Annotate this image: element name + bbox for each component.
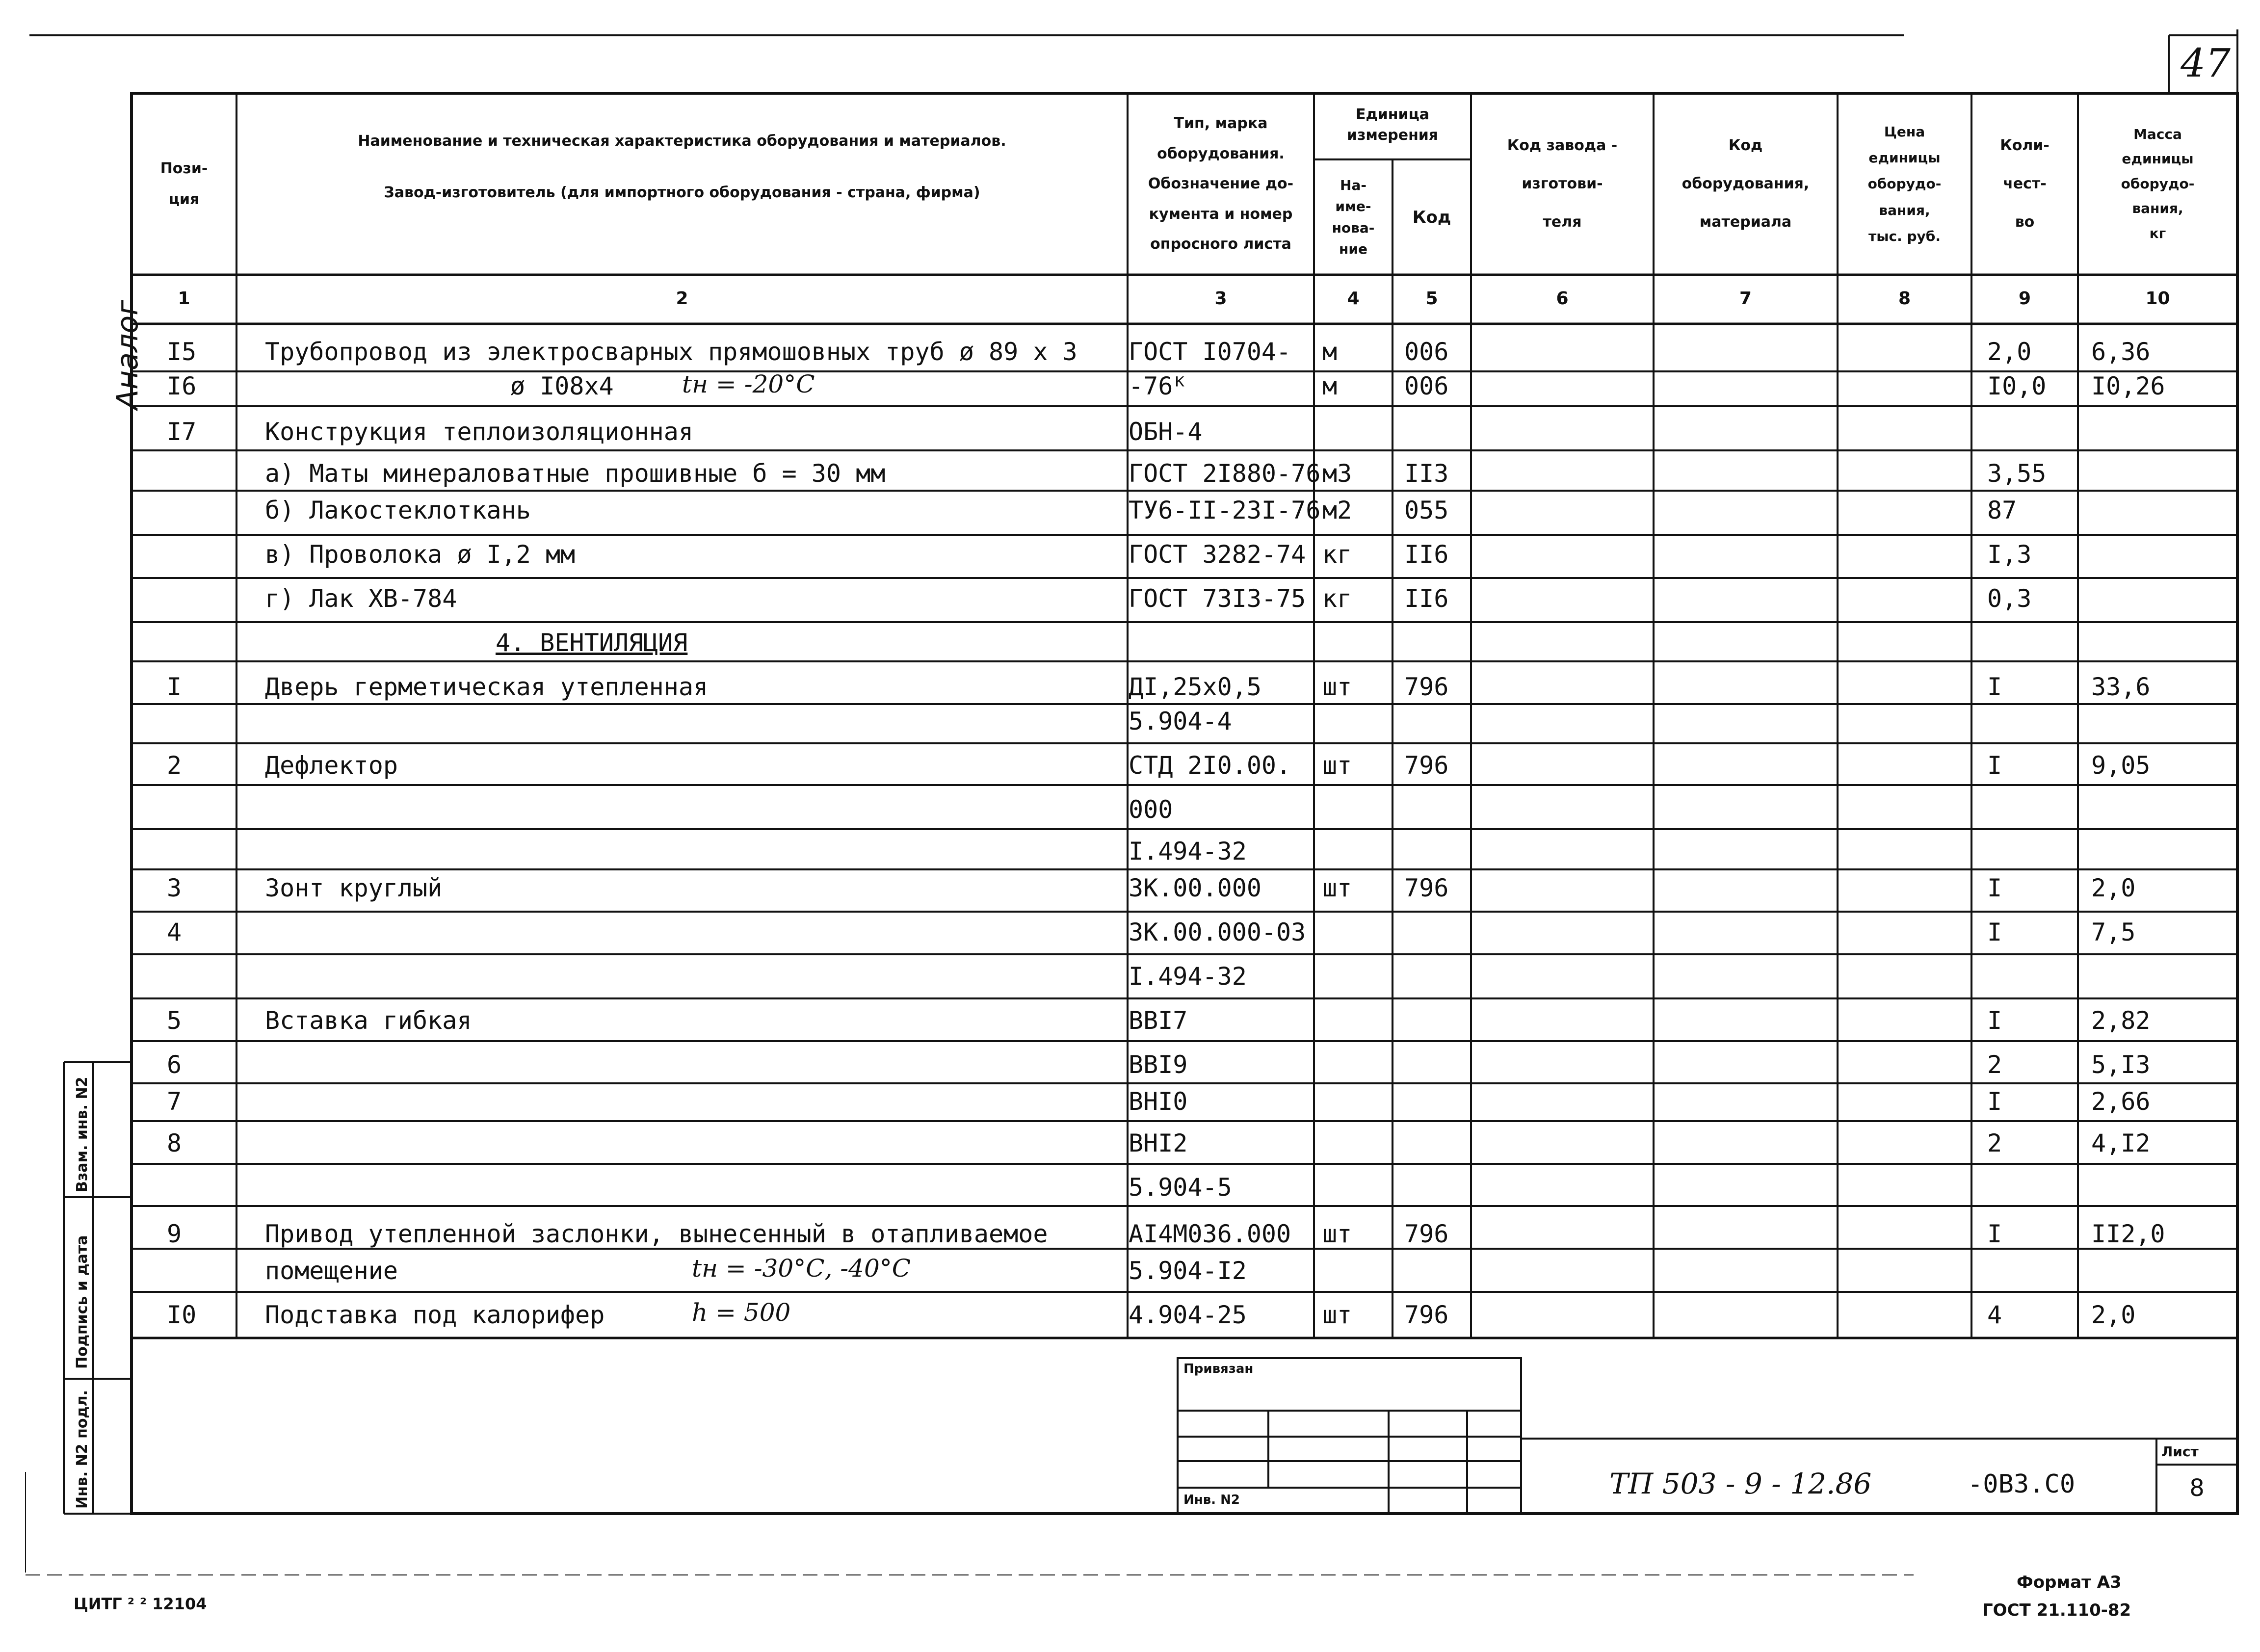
side-label-handwritten: Аналог — [110, 300, 145, 410]
header-mass: Масса единицы оборудо- вания, кг — [2121, 126, 2195, 241]
column-number: 1 — [178, 288, 190, 309]
table-cell-quantity: I,3 — [1987, 540, 2032, 569]
side-label-inv-podl: Инв. N2 подл. — [74, 1390, 91, 1509]
table-cell-type: ВНI0 — [1129, 1087, 1188, 1116]
table-cell-mass: 2,0 — [2091, 1301, 2136, 1329]
table-cell-name: Дефлектор — [265, 751, 398, 780]
column-number: 5 — [1425, 288, 1438, 309]
header-name-line2: Завод-изготовитель (для импортного оборудования - страна, фирма) — [384, 184, 980, 201]
sheet-list-label: Лист — [2161, 1443, 2199, 1460]
table-cell-code: 796 — [1404, 874, 1449, 902]
table-cell-position: 9 — [167, 1220, 182, 1248]
table-cell-quantity: I — [1987, 918, 2002, 946]
section-title: 4. ВЕНТИЛЯЦИЯ — [496, 629, 688, 657]
table-cell-unit: шт — [1322, 673, 1352, 701]
column-number: 8 — [1898, 288, 1911, 309]
table-cell-mass: 4,I2 — [2091, 1129, 2151, 1157]
header-name-line1: Наименование и техническая характеристика оборудования и материалов. — [358, 132, 1006, 150]
table-cell-name: Зонт круглый — [265, 874, 443, 902]
header-price: Цена единицы оборудо- вания, тыс. руб. — [1867, 124, 1942, 244]
table-cell-quantity: 87 — [1987, 496, 2017, 524]
table-cell-code: 006 — [1404, 372, 1449, 400]
table-cell-code: 055 — [1404, 496, 1449, 524]
table-cell-unit: шт — [1322, 874, 1352, 902]
table-cell-code: 796 — [1404, 1301, 1449, 1329]
table-cell-type: ГОСТ 3282-74 — [1129, 540, 1306, 569]
table-cell-quantity: I — [1987, 1087, 2002, 1116]
footer-format: Формат А3 — [2017, 1573, 2122, 1592]
table-cell-quantity: 2,0 — [1987, 338, 2032, 366]
column-number: 10 — [2145, 288, 2170, 309]
header-position: Пози- ция — [160, 160, 208, 208]
document-designation: ТП 503 - 9 - 12.86 — [1609, 1467, 1872, 1500]
table-cell-quantity: 2 — [1987, 1129, 2002, 1157]
column-number: 2 — [676, 288, 688, 309]
table-cell-name: Привод утепленной заслонки, вынесенный в отапливаемое — [265, 1220, 1048, 1248]
table-cell-type: АI4М036.000 — [1129, 1220, 1291, 1248]
table-cell-mass: 7,5 — [2091, 918, 2136, 946]
table-cell-name-extra: h = 500 — [692, 1298, 791, 1327]
sheet-number: 47 — [2181, 40, 2231, 86]
table-cell-name: помещение — [265, 1257, 398, 1285]
table-cell-position: I5 — [167, 338, 197, 366]
table-cell-position: I0 — [167, 1301, 197, 1329]
side-label-vzam: Взам. инв. N2 — [74, 1076, 91, 1192]
table-cell-name: Конструкция теплоизоляционная — [265, 418, 693, 446]
table-cell-type: ЗК.00.000-03 — [1129, 918, 1306, 946]
table-cell-position: I6 — [167, 372, 197, 400]
header-equipment-code: Код оборудования, материала — [1682, 137, 1810, 231]
table-cell-quantity: 3,55 — [1987, 459, 2047, 488]
table-cell-position: 5 — [167, 1006, 182, 1035]
table-cell-name: б) Лакостеклоткань — [265, 496, 531, 524]
column-number: 7 — [1739, 288, 1752, 309]
header-factory-code: Код завода - изготови- теля — [1507, 137, 1618, 231]
table-cell-type: ВВI7 — [1129, 1006, 1188, 1035]
table-cell-code: 796 — [1404, 1220, 1449, 1248]
table-cell-name: в) Проволока ø I,2 мм — [265, 540, 576, 569]
header-unit-name: На- име- нова- ние — [1332, 177, 1375, 257]
table-cell-type: 000 — [1129, 795, 1173, 824]
table-cell-type: ГОСТ I0704- — [1129, 338, 1291, 366]
table-cell-code: II6 — [1404, 540, 1449, 569]
table-cell-name: г) Лак ХВ-784 — [265, 584, 457, 613]
column-number: 6 — [1556, 288, 1569, 309]
header-unit-group: Единица измерения — [1346, 106, 1439, 144]
table-cell-code: II3 — [1404, 459, 1449, 488]
table-cell-type: 5.904-I2 — [1129, 1257, 1247, 1285]
stamp-inv-no: Инв. N2 — [1183, 1493, 1240, 1507]
table-cell-name: Дверь герметическая утепленная — [265, 673, 709, 701]
table-cell-quantity: I0,0 — [1987, 372, 2047, 400]
table-cell-type: 4.904-25 — [1129, 1301, 1247, 1329]
table-cell-unit: м2 — [1322, 496, 1352, 524]
table-cell-type: ТУ6-II-23I-76 — [1129, 496, 1321, 524]
column-number: 9 — [2018, 288, 2031, 309]
side-label-podpis: Подпись и дата — [74, 1235, 91, 1369]
table-cell-mass: 2,0 — [2091, 874, 2136, 902]
table-cell-name: а) Маты минераловатные прошивные б = 30 мм — [265, 459, 886, 488]
table-cell-unit: м — [1322, 338, 1338, 366]
table-cell-position: 8 — [167, 1129, 182, 1157]
table-cell-type: ВНI2 — [1129, 1129, 1188, 1157]
table-cell-unit: м — [1322, 372, 1338, 400]
table-cell-mass: 2,82 — [2091, 1006, 2151, 1035]
table-cell-type: СТД 2I0.00. — [1129, 751, 1291, 780]
table-cell-unit: кг — [1322, 584, 1352, 613]
table-cell-position: I7 — [167, 418, 197, 446]
table-cell-name-extra: tн = -30°С, -40°С — [692, 1254, 911, 1283]
table-cell-position: 7 — [167, 1087, 182, 1116]
header-type: Тип, марка оборудования. Обозначение до- кумента и номер опросного листа — [1148, 115, 1294, 253]
header-unit-code: Код — [1412, 207, 1451, 227]
table-cell-quantity: 2 — [1987, 1050, 2002, 1079]
table-cell-name: Вставка гибкая — [265, 1006, 472, 1035]
table-cell-name: Подставка под калорифер — [265, 1301, 605, 1329]
table-cell-type: 5.904-4 — [1129, 707, 1232, 735]
table-cell-mass: 2,66 — [2091, 1087, 2151, 1116]
table-cell-unit: шт — [1322, 751, 1352, 780]
sheet-list-number: 8 — [2189, 1474, 2205, 1502]
footer-gost: ГОСТ 21.110-82 — [1982, 1600, 2131, 1620]
table-cell-position: 3 — [167, 874, 182, 902]
table-cell-type: ОБН-4 — [1129, 418, 1203, 446]
table-cell-mass: 9,05 — [2091, 751, 2151, 780]
table-cell-type: ЗК.00.000 — [1129, 874, 1261, 902]
table-cell-unit: м3 — [1322, 459, 1352, 488]
stamp-privyazan: Привязан — [1183, 1362, 1254, 1376]
table-cell-position: I — [167, 673, 182, 701]
table-cell-quantity: I — [1987, 1006, 2002, 1035]
table-cell-type: ВВI9 — [1129, 1050, 1188, 1079]
table-cell-name: Трубопровод из электросварных прямошовных труб ø 89 х 3 — [265, 338, 1077, 366]
table-cell-name-extra: tн = -20°С — [682, 370, 815, 398]
column-number: 3 — [1214, 288, 1227, 309]
table-cell-unit: кг — [1322, 540, 1352, 569]
column-number: 4 — [1347, 288, 1360, 309]
table-cell-type: I.494-32 — [1129, 962, 1247, 991]
table-cell-type: ГОСТ 73I3-75 — [1129, 584, 1306, 613]
table-cell-type: I.494-32 — [1129, 837, 1247, 865]
table-cell-unit: шт — [1322, 1220, 1352, 1248]
table-cell-quantity: I — [1987, 874, 2002, 902]
table-cell-unit: шт — [1322, 1301, 1352, 1329]
table-cell-code: II6 — [1404, 584, 1449, 613]
table-cell-position: 6 — [167, 1050, 182, 1079]
table-cell-mass: 33,6 — [2091, 673, 2151, 701]
table-cell-quantity: I — [1987, 673, 2002, 701]
table-cell-quantity: 4 — [1987, 1301, 2002, 1329]
table-cell-type: 5.904-5 — [1129, 1173, 1232, 1202]
table-cell-type: -76ᴷ — [1129, 372, 1188, 400]
document-designation-suffix: -0В3.С0 — [1968, 1469, 2076, 1499]
table-cell-quantity: 0,3 — [1987, 584, 2032, 613]
table-cell-position: 2 — [167, 751, 182, 780]
table-cell-quantity: I — [1987, 1220, 2002, 1248]
table-cell-type: ДI,25х0,5 — [1129, 673, 1261, 701]
table-cell-mass: II2,0 — [2091, 1220, 2165, 1248]
table-cell-name: ø I08х4 — [510, 372, 614, 400]
table-cell-position: 4 — [167, 918, 182, 946]
table-cell-code: 006 — [1404, 338, 1449, 366]
table-cell-code: 796 — [1404, 751, 1449, 780]
table-cell-mass: 6,36 — [2091, 338, 2151, 366]
table-cell-mass: 5,I3 — [2091, 1050, 2151, 1079]
header-quantity: Коли- чест- во — [2000, 137, 2050, 231]
table-cell-code: 796 — [1404, 673, 1449, 701]
table-cell-quantity: I — [1987, 751, 2002, 780]
table-cell-type: ГОСТ 2I880-76 — [1129, 459, 1321, 488]
table-cell-mass: I0,26 — [2091, 372, 2165, 400]
footer-left-code: ЦИТГ ² ² 12104 — [74, 1595, 207, 1613]
